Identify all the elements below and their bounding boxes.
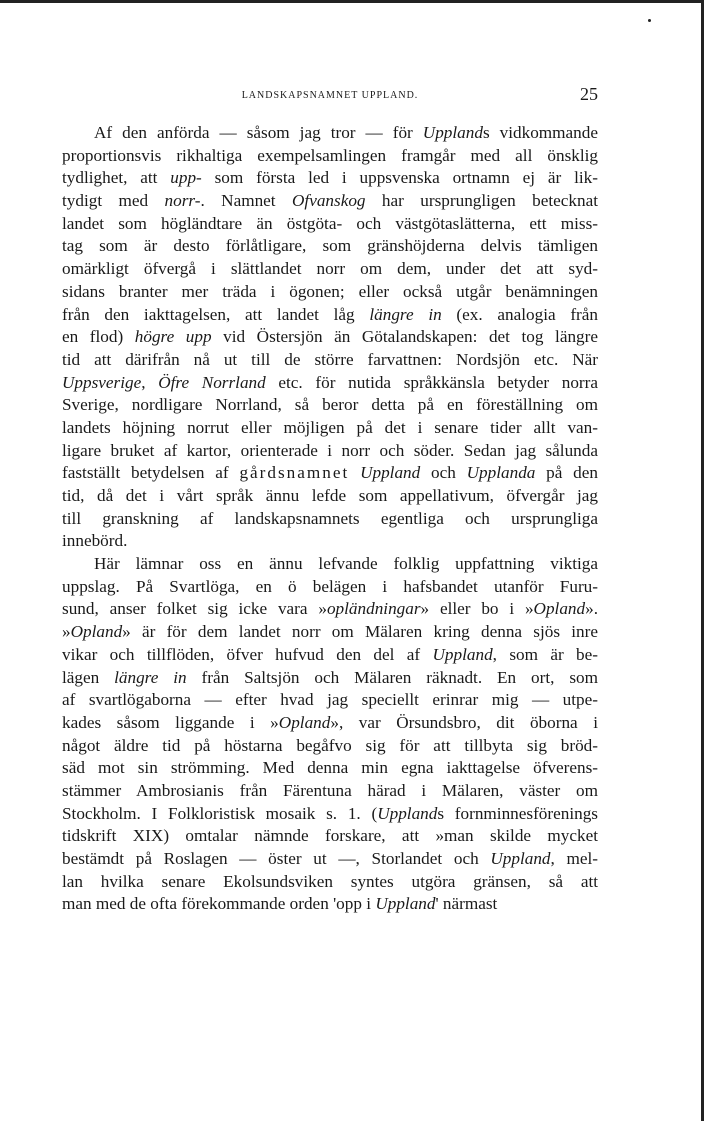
page-number: 25	[580, 84, 598, 104]
text-line: från den iakttagelsen, att landet låg längre in (ex. analogia från	[62, 304, 598, 324]
text-line: något äldre tid på höstarna begåfvo sig för att tillbyta sig bröd-	[62, 735, 598, 755]
text-line: till granskning af landskapsnamnets egentliga och ursprungliga	[62, 508, 598, 528]
text-line: »Opland» är för dem landet norr om Mälaren kring denna sjös inre	[62, 622, 598, 642]
text-line: kades såsom liggande i »Opland», var Örsundsbro, dit öborna i	[62, 712, 598, 732]
text-line: tid, då det i vårt språk ännu lefde som appellativum, öfvergår jag	[62, 486, 598, 505]
text-line: af svartlögaborna — efter hvad jag speciellt erinrar mig — utpe-	[62, 690, 598, 710]
text-line: tydlighet, att upp- som första led i uppsvenska ortnamn ej är lik-	[62, 168, 598, 188]
text-line: tidskrift XIX) omtalar nämnde forskare, att »man skilde mycket	[62, 826, 598, 846]
text-line: säd mot sin strömming. Med denna min egna iakttagelse öfverens-	[62, 758, 598, 778]
text-line: Här lämnar oss en ännu lefvande folklig uppfattning viktiga	[94, 554, 598, 574]
text-line: vikar och tillflöden, öfver hufvud den del af Uppland, som är be-	[62, 644, 598, 664]
text-line: Uppsverige, Öfre Norrland etc. för nutida språkkänsla betyder norra	[62, 372, 598, 392]
text-line: stämmer Ambrosianis från Färentuna härad i Mälaren, väster om	[62, 780, 598, 800]
text-line: Stockholm. I Folkloristisk mosaik s. 1. (Upplands fornminnesförenings	[62, 803, 598, 823]
text-line: landet som högländtare än östgöta- och västgötaslätterna, ett miss-	[62, 213, 598, 233]
text-line: proportionsvis rikhaltiga exempelsamlingen framgår med all önsklig	[62, 145, 598, 165]
page-header	[62, 84, 598, 108]
text-line: uppslag. På Svartlöga, en ö belägen i hafsbandet utanför Furu-	[62, 576, 598, 596]
running-title: LANDSKAPSNAMNET UPPLAND.	[241, 90, 419, 101]
text-line: lan hvilka senare Ekolsundsviken syntes utgöra gränsen, så att	[62, 871, 598, 891]
scan-edge-top	[0, 0, 704, 3]
text-line: Af den anförda — såsom jag tror — för Upplands vidkommande	[94, 123, 598, 142]
text-line: tid att därifrån nå ut till de större farvattnen: Nordsjön etc. När	[62, 349, 598, 369]
text-line: tag som är desto förlåtligare, som gränshöjderna delvis tämligen	[62, 236, 598, 256]
text-line: lägen längre in från Saltsjön och Mälaren räknadt. En ort, som	[62, 667, 598, 687]
text-line: bestämdt på Roslagen — öster ut —, Storlandet och Uppland, mel-	[62, 849, 598, 868]
text-line: ligare bruket af kartor, orienterade i norr och söder. Sedan jag sålunda	[62, 440, 598, 460]
text-line: en flod) högre upp vid Östersjön än Götalandskapen: det tog längre	[62, 327, 598, 347]
text-line: sund, anser folket sig icke vara »opländningar» eller bo i »Opland».	[62, 599, 598, 619]
text-line: innebörd.	[62, 531, 128, 551]
text-line: fastställt betydelsen af gårdsnamnet Uppland och Upplanda på den	[62, 463, 598, 483]
body-text	[62, 122, 598, 916]
text-line: landets höjning norrut eller möjligen på det i senare tider allt van-	[62, 417, 598, 437]
text-line: omärkligt öfvergå i slättlandet norr om dem, under det att syd-	[62, 259, 598, 279]
text-line: sidans branter mer träda i ögonen; eller också utgår benämningen	[62, 281, 598, 301]
text-line: man med de ofta förekommande orden 'opp i Uppland' närmast	[62, 894, 498, 914]
scan-speck	[648, 19, 651, 22]
text-line: tydigt med norr-. Namnet Ofvanskog har ursprungligen betecknat	[62, 191, 598, 211]
text-line: Sverige, nordligare Norrland, så beror detta på en föreställning om	[62, 395, 598, 415]
